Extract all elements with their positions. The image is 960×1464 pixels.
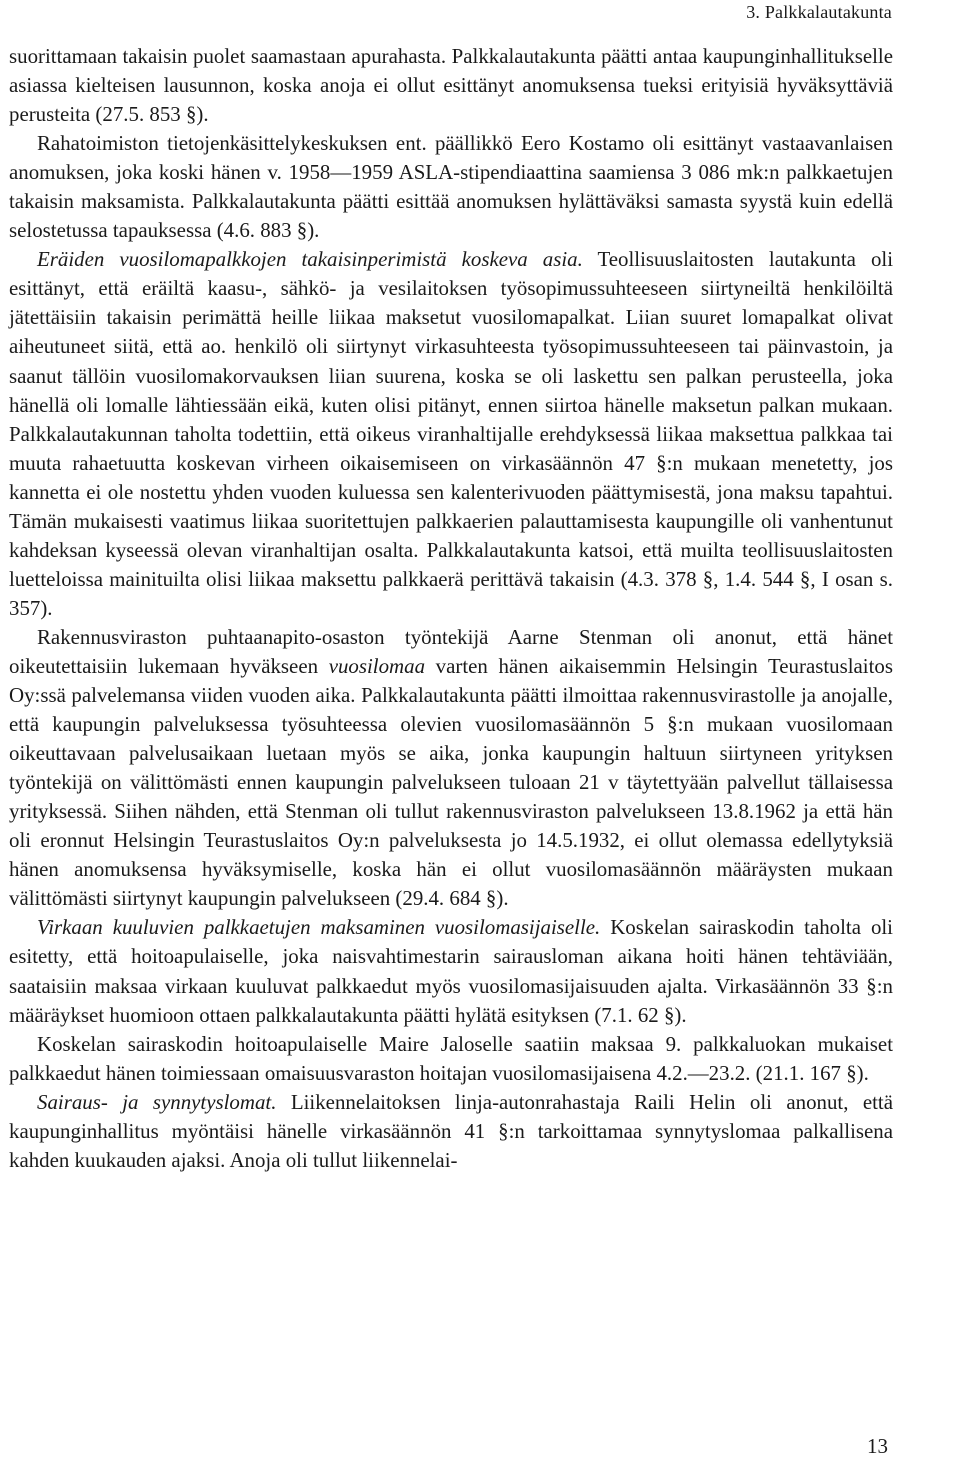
paragraph [9,42,893,129]
paragraph [9,1030,893,1088]
paragraph-text: Teollisuuslaitosten lautakunta oli esittänyt, että eräiltä kaasu-, sähkö- ja vesilaitoksen työsopimussuhteeseen siirtyneiltä henkilöiltä jätettäisiin takaisin perimättä heille liikaa maksetut vuosilomapalkat. Liian suuret lomapalkat olivat aiheutuneet siitä, että ao. henkilö oli siirtynyt virkasuhteesta työsopimussuhteeseen tai päinvastoin, ja saanut tällöin vuosilomakorvauksen liian suurena, koska se oli laskettu sen palkan perusteella, joka hänellä oli lomalle lähtiessään eikä, kuten olisi pitänyt, ennen siirtoa hänelle maksetun palkan mukaan. Palkkalautakunnan taholta todettiin, että oikeus viranhaltijalle erehdyksessä liikaa maksettua palkkaa tai muuta rahaetuutta koskevan virheen oikaisemiseen on virkasäännön 47 §:n mukaan menetetty, jos kannetta ei ole nostettu yhden vuoden kuluessa sen kalenterivuoden päättymisestä, jona maksu tapahtui. Tämän mukaisesti vaatimus liikaa suoritettujen palkkaerien palauttamisesta kaupungille oli vanhentunut kahdeksan kyseessä olevan viranhaltijan osalta. Palkkalautakunta katsoi, että muilta teollisuuslaitosten luetteloissa mainituilta olisi liikaa maksettu palkkaerä perittävä takaisin (4.3. 378 §, 1.4. 544 §, I osan s. 357). [9,247,894,620]
running-head: 3. Palkkalautakunta [746,2,892,22]
italic-heading-text: Virkaan kuuluvien palkkaetujen maksaminen vuosilomasijaiselle. [37,915,601,940]
paragraph [9,623,893,913]
italic-heading-text: Sairaus- ja synnytyslomat. [37,1089,277,1114]
paragraph [9,129,893,245]
paragraph-text: Rahatoimiston tietojenkäsittelykeskuksen ent. päällikkö Eero Kostamo oli esittänyt vastaavanlaisen anomuksen, joka koski hänen v. 1958—1959 ASLA-stipendiaattina saamiensa 3 086 mk:n palkkaetujen takaisin maksamista. Palkkalautakunta päätti esittää anomuksen hylättäväksi samasta syystä kuin edellä selostetussa tapauksessa (4.6. 883 §). [9,131,893,243]
paragraph-text: Liikennelaitoksen linja-autonrahastaja Raili Helin oli anonut, että kaupunginhallitus myöntäisi hänelle virkasäännön 41 §:n tarkoittamaa synnytyslomaa palkallisena kahden kuukauden ajaksi. Anoja oli tullut liikennelai- [9,1089,894,1172]
italic-heading-text: vuosilomaa [328,653,426,678]
paragraph-text: Rakennusviraston puhtaanapito-osaston työntekijä Aarne Stenman oli anonut, että hänet oikeutettaisiin lukemaan hyväkseen [9,624,893,678]
body-text [9,42,893,1175]
paragraph-text: Koskelan sairaskodin taholta oli esitetty, että hoitoapulaiselle, joka naisvahtimestarin sairausloman aikana hoiti hänen tehtäviään, saataisiin maksaa virkaan kuuluvat palkkaedut myös vuosilomasijaisuuden ajalta. Virkasäännön 33 §:n määräykset huomioon ottaen palkkalautakunta päätti hylätä esityksen (7.1. 62 §). [9,915,893,1027]
paragraph [9,913,893,1029]
paragraph-text: Koskelan sairaskodin hoitoapulaiselle Maire Jaloselle saatiin maksaa 9. palkkaluokan mukaiset palkkaedut hänen toimiessaan omaisuusvaraston hoitajan vuosilomasijaisena 4.2.—23.2. (21.1. 167 §). [9,1031,893,1085]
paragraph [9,1088,893,1175]
page-number: 13 [867,1434,888,1458]
paragraph [9,245,893,623]
italic-heading-text: Eräiden vuosilomapalkkojen takaisinperimistä koskeva asia. [37,247,583,272]
paragraph-text: varten hänen aikaisemmin Helsingin Teurastuslaitos Oy:ssä palvelemansa viiden vuoden aika. Palkkalautakunta päätti ilmoittaa rakennusvirastolle ja anojalle, että kaupungin palveluksessa työsuhteessa olevien vuosilomasäännön 5 §:n mukaan vuosilomaan oikeuttavaan palvelusaikaan luetaan myös se aika, jonka kaupungin haltuun siirtyneen yrityksen työntekijä on välittömästi ennen kaupungin palvelukseen tuloaan 21 v täytettyään palvellut tällaisessa yrityksessä. Siihen nähden, että Stenman oli tullut rakennusviraston palvelukseen 13.8.1962 ja että hän oli eronnut Helsingin Teurastuslaitos Oy:n palveluksesta jo 14.5.1932, ei ollut olemassa edellytyksiä hänen anomuksensa hyväksymiselle, koska hän ei ollut vuosilomasäännön määräysten mukaan välittömästi siirtynyt kaupungin palvelukseen (29.4. 684 §). [9,653,893,911]
paragraph-text: suorittamaan takaisin puolet saamastaan apurahasta. Palkkalautakunta päätti antaa kaupunginhallitukselle asiassa kielteisen lausunnon, koska anoja ei ollut esittänyt anomuksensa tueksi erityisiä hyväksyttäviä perusteita (27.5. 853 §). [9,44,893,127]
